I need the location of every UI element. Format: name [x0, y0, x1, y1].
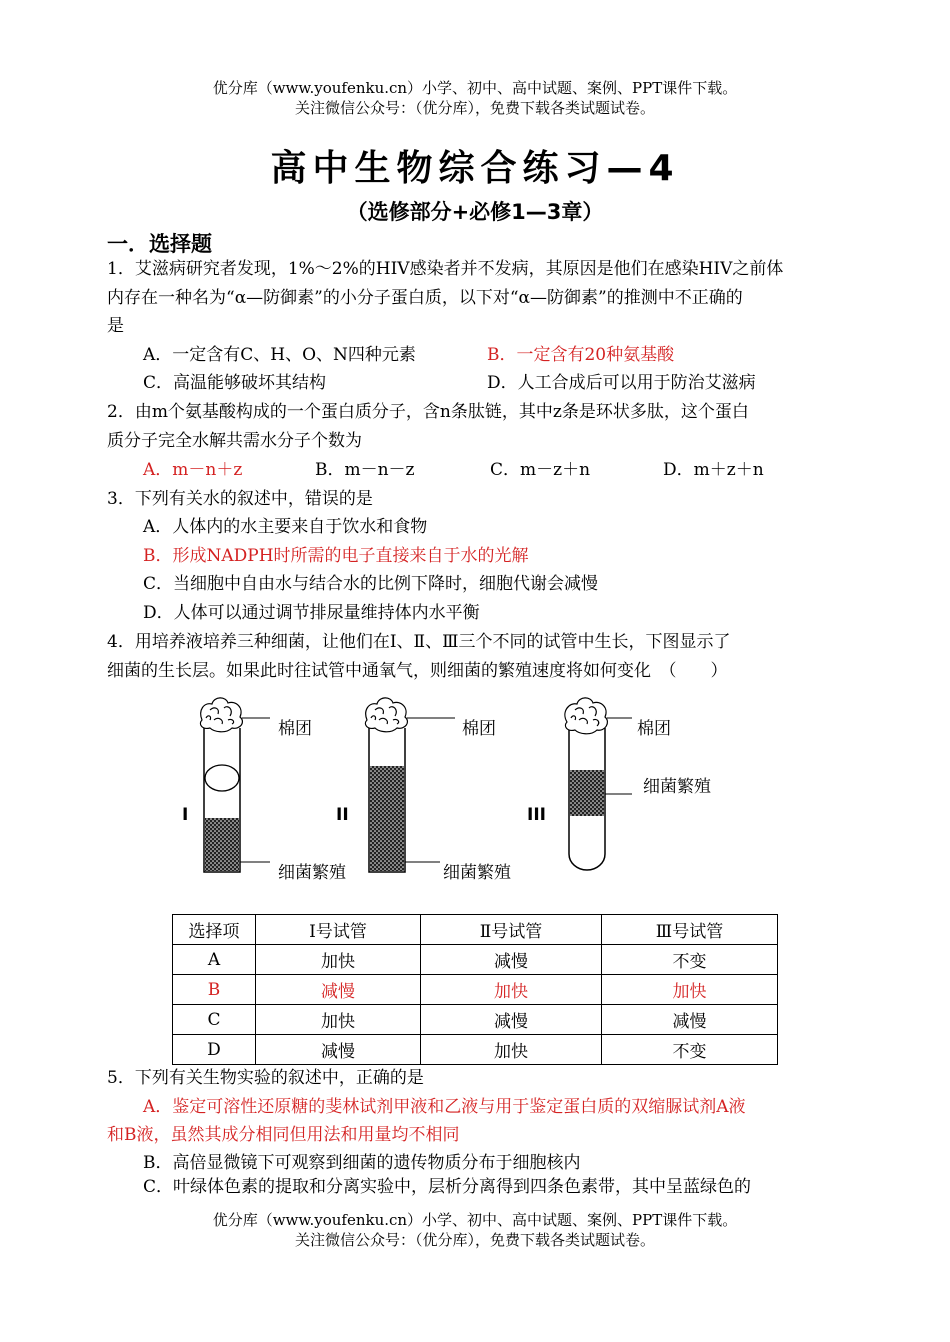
table-header: Ⅰ号试管 — [256, 915, 421, 945]
bacteria-1-label: 细菌繁殖 — [278, 863, 346, 883]
header-line-2: 关注微信公众号：（优分库），免费下载各类试题试卷。 — [294, 99, 655, 117]
q1-option-b: B．一定含有20种氨基酸 — [487, 345, 675, 365]
q1-line-1: 1．艾滋病研究者发现，1%～2%的HIV感染者并不发病，其原因是他们在感染HIV之前体 — [107, 259, 784, 279]
bacteria-2-label: 细菌繁殖 — [443, 863, 511, 883]
table-cell: 减慢 — [256, 975, 421, 1005]
q3-option-d: D．人体可以通过调节排尿量维持体内水平衡 — [143, 603, 480, 623]
table-header: Ⅱ号试管 — [421, 915, 602, 945]
q3-option-c: C．当细胞中自由水与结合水的比例下降时，细胞代谢会减慢 — [143, 574, 599, 594]
cotton-1-label: 棉团 — [278, 719, 312, 739]
tube-1 — [182, 698, 346, 883]
tube-3 — [527, 698, 711, 870]
q3-option-a: A．人体内的水主要来自于饮水和食物 — [143, 517, 428, 537]
cotton-1-icon — [200, 698, 242, 732]
q2-line-2: 质分子完全水解共需水分子个数为 — [107, 431, 362, 451]
bacteria-3-label: 细菌繁殖 — [643, 777, 711, 797]
table-cell: 加快 — [421, 975, 602, 1005]
footer-line-2: 关注微信公众号：（优分库），免费下载各类试题试卷。 — [294, 1231, 655, 1249]
table-header: 选择项 — [173, 915, 256, 945]
q5-option-a-line-1: A．鉴定可溶性还原糖的斐林试剂甲液和乙液与用于鉴定蛋白质的双缩脲试剂A液 — [143, 1097, 746, 1117]
q4-line-2: 细菌的生长层。如果此时往试管中通氧气，则细菌的繁殖速度将如何变化 （ ） — [107, 661, 728, 681]
page-title: 高中生物综合练习—4 — [270, 148, 680, 189]
q4-options-table — [172, 914, 778, 1065]
cotton-2-label: 棉团 — [462, 719, 496, 739]
q3-option-b: B．形成NADPH时所需的电子直接来自于水的光解 — [143, 546, 529, 566]
cotton-3-icon — [565, 698, 608, 734]
tube-1-label: I — [182, 805, 189, 825]
footer-line-1: 优分库（www.youfenku.cn）小学、初中、高中试题、案例、PPT课件下载。 — [212, 1211, 738, 1229]
q1-option-c: C．高温能够破坏其结构 — [143, 373, 327, 393]
table-cell: 加快 — [256, 945, 421, 975]
section-heading: 一．选择题 — [107, 232, 212, 256]
q3-line-1: 3．下列有关水的叙述中，错误的是 — [107, 489, 373, 509]
table-row — [173, 945, 778, 975]
q2-option-d: D．m＋z＋n — [663, 460, 764, 480]
tube-2 — [336, 698, 511, 883]
table-cell: 不变 — [602, 945, 778, 975]
q5-option-b: B．高倍显微镜下可观察到细菌的遗传物质分布于细胞核内 — [143, 1153, 581, 1173]
table-header: Ⅲ号试管 — [602, 915, 778, 945]
table-cell: 不变 — [602, 1035, 778, 1065]
table-cell: A — [173, 945, 256, 975]
table-cell: 加快 — [256, 1005, 421, 1035]
table-cell: B — [173, 975, 256, 1005]
q1-option-d: D．人工合成后可以用于防治艾滋病 — [487, 373, 756, 393]
q5-option-a-line-2: 和B液，虽然其成分相同但用法和用量均不相同 — [107, 1125, 460, 1145]
table-cell: 加快 — [421, 1035, 602, 1065]
q5-option-c: C．叶绿体色素的提取和分离实验中，层析分离得到四条色素带，其中呈蓝绿色的 — [143, 1177, 752, 1197]
table-cell: D — [173, 1035, 256, 1065]
table-cell: C — [173, 1005, 256, 1035]
page-subtitle: （选修部分+必修1—3章） — [346, 200, 604, 224]
q4-line-1: 4．用培养液培养三种细菌，让他们在Ⅰ、Ⅱ、Ⅲ三个不同的试管中生长，下图显示了 — [107, 632, 731, 652]
table-cell: 减慢 — [256, 1035, 421, 1065]
cotton-2-icon — [365, 698, 407, 732]
q2-option-a: A．m－n＋z — [143, 460, 243, 480]
q1-line-3: 是 — [107, 316, 124, 336]
table-row — [173, 1035, 778, 1065]
q1-line-2: 内存在一种名为“α—防御素”的小分子蛋白质，以下对“α—防御素”的推测中不正确的 — [107, 288, 743, 308]
q2-option-c: C．m－z＋n — [490, 460, 591, 480]
q2-option-b: B．m－n－z — [315, 460, 415, 480]
test-tube-figure — [170, 690, 770, 900]
table-row — [173, 1005, 778, 1035]
table-cell: 减慢 — [421, 1005, 602, 1035]
q1-option-a: A．一定含有C、H、O、N四种元素 — [143, 345, 416, 365]
table-row-answer — [173, 975, 778, 1005]
table-cell: 加快 — [602, 975, 778, 1005]
table-cell: 减慢 — [602, 1005, 778, 1035]
q5-line-1: 5．下列有关生物实验的叙述中，正确的是 — [107, 1068, 424, 1088]
table-header-row — [173, 915, 778, 945]
table-cell: 减慢 — [421, 945, 602, 975]
cotton-3-label: 棉团 — [637, 719, 671, 739]
tube-2-label: II — [336, 805, 349, 825]
tube-3-label: III — [527, 805, 546, 825]
q2-line-1: 2．由m个氨基酸构成的一个蛋白质分子，含n条肽链，其中z条是环状多肽，这个蛋白 — [107, 402, 749, 422]
header-line-1: 优分库（www.youfenku.cn）小学、初中、高中试题、案例、PPT课件下载。 — [212, 79, 738, 97]
